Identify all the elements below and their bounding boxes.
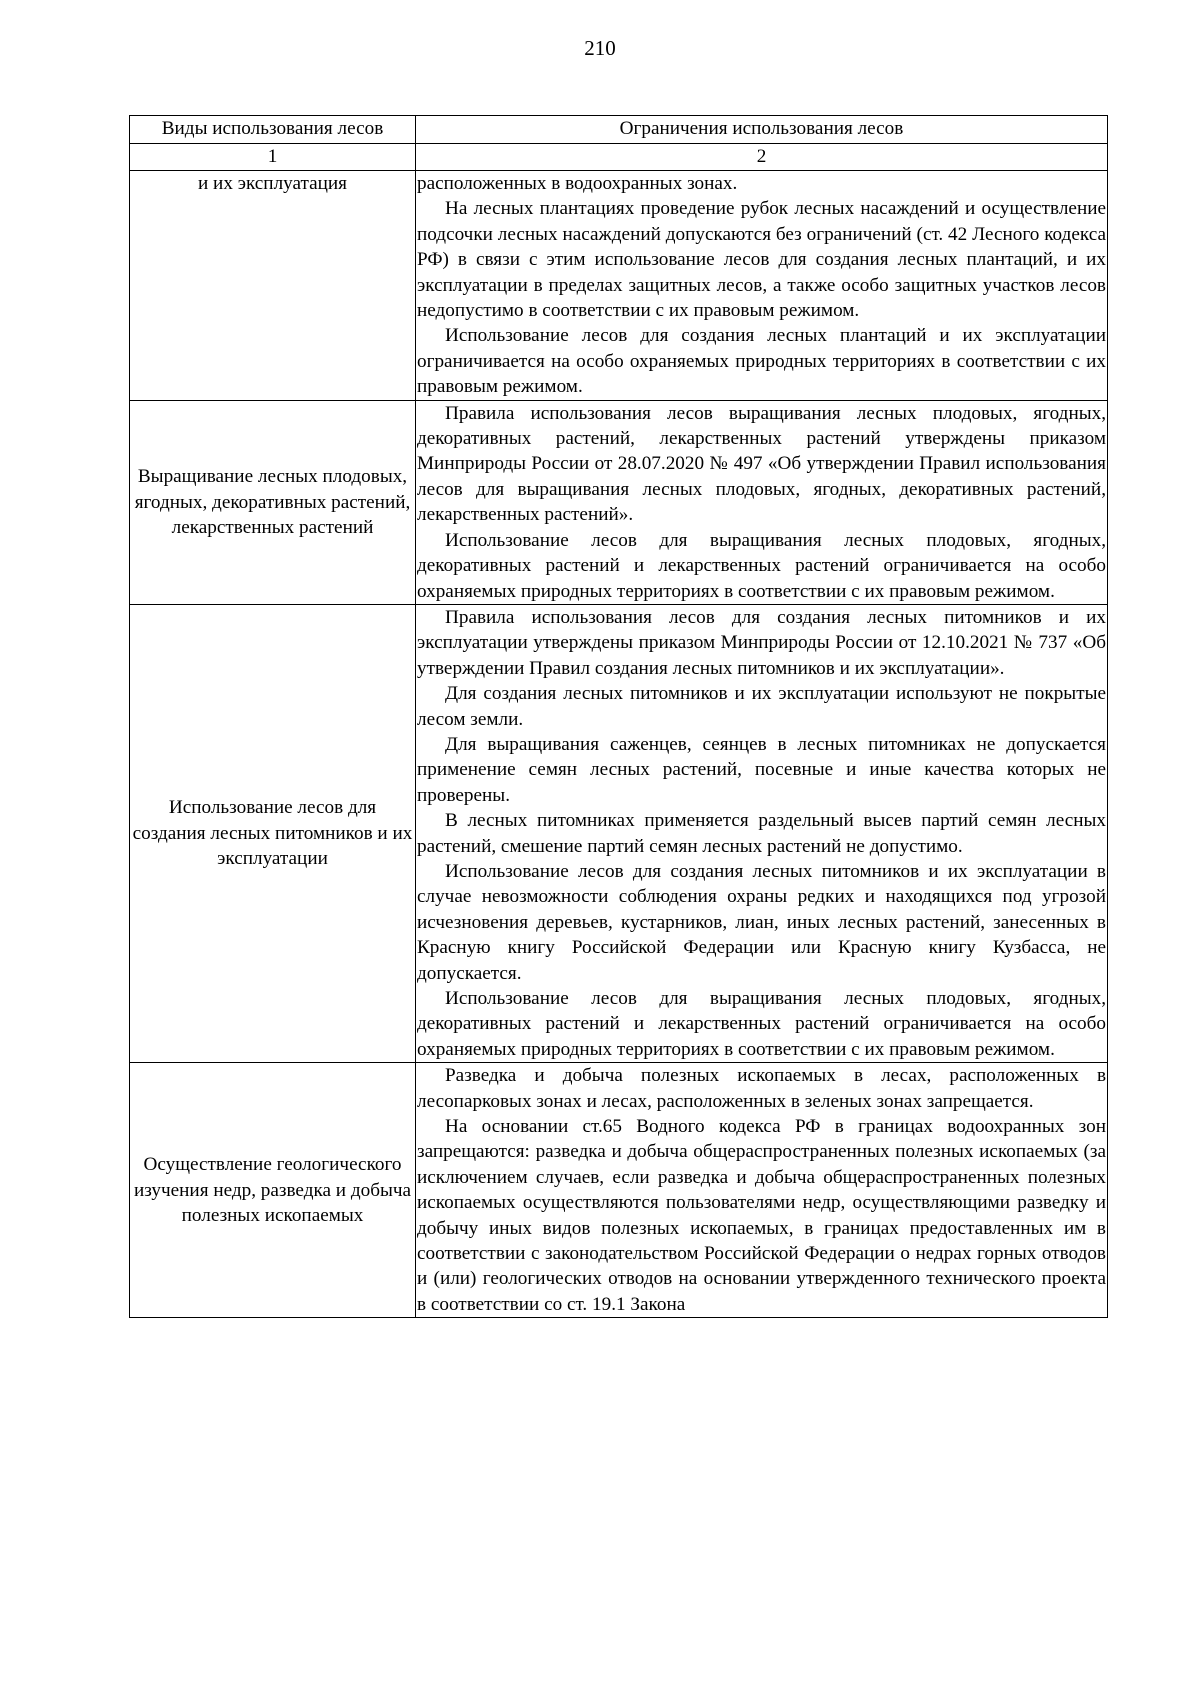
restriction-cell [416,1063,1108,1318]
restriction-paragraph: Для создания лесных питомников и их эксплуатации используют не покрытые лесом земли. [417,683,1106,730]
column-number-2: 2 [416,144,1108,171]
restriction-paragraph: На основании ст.65 Водного кодекса РФ в границах водоохранных зон запрещаются: разведка и добыча общераспространенных полезных ископаемых (за исключением случаев, если разведка и добыча общераспространенных полезных ископаемых осуществляются пользователями недр, осуществляющими разведку и добычу иных видов полезных ископаемых, в границах предоставленных им в соответствии с законодательством Российской Федерации о недрах горных отводов и (или) геологических отводов на основании утвержденного технического проекта в соответствии со ст. 19.1 Закона [417,1116,1106,1315]
page-number: 210 [584,36,616,60]
restriction-paragraph: Правила использования лесов для создания лесных питомников и их эксплуатации утверждены приказом Минприроды России от 12.10.2021 № 737 «Об утверждении Правил создания лесных питомников и их эксплуатации». [417,606,1106,679]
restriction-paragraph: Для выращивания саженцев, сеянцев в лесных питомниках не допускается применение семян лесных растений, посевные и иные качества которых не проверены. [417,733,1106,806]
restriction-cell [416,171,1108,401]
restriction-paragraph: расположенных в водоохранных зонах. [417,173,738,194]
restriction-paragraph: Использование лесов для выращивания лесных плодовых, ягодных, декоративных растений и лекарственных растений ограничивается на особо охраняемых природных территориях в соответствии с их правовым режимом. [417,988,1106,1060]
column-number-1: 1 [130,144,416,171]
header-forest-use-types: Виды использования лесов [130,116,416,144]
table-row [130,604,1108,1062]
restriction-paragraph: Разведка и добыча полезных ископаемых в лесах, расположенных в лесопарковых зонах и лесах, расположенных в зеленых зонах запрещается. [417,1065,1106,1112]
header-forest-use-restrictions: Ограничения использования лесов [416,116,1108,144]
column-number-row [130,144,1108,171]
table-row [130,1063,1108,1318]
forest-use-type: и их эксплуатация [130,171,416,401]
forest-use-type: Осуществление геологического изучения недр, разведка и добыча полезных ископаемых [130,1063,416,1318]
restriction-paragraph: Использование лесов для выращивания лесных плодовых, ягодных, декоративных растений и лекарственных растений ограничивается на особо охраняемых природных территориях в соответствии с их правовым режимом. [417,529,1106,602]
table-row [130,171,1108,401]
restriction-paragraph: Использование лесов для создания лесных питомников и их эксплуатации в случае невозможности соблюдения охраны редких и находящихся под угрозой исчезновения деревьев, кустарников, лиан, иных лесных растений, занесенных в Красную книгу Российской Федерации или Красную книгу Кузбасса, не допускается. [417,860,1106,984]
restriction-cell [416,604,1108,1062]
forest-use-restrictions-table [129,115,1108,1318]
forest-use-type: Выращивание лесных плодовых, ягодных, декоративных растений, лекарственных растений [130,400,416,604]
table-header-row [130,116,1108,144]
forest-use-type: Использование лесов для создания лесных питомников и их эксплуатации [130,604,416,1062]
restriction-paragraph: На лесных плантациях проведение рубок лесных насаждений и осуществление подсочки лесных насаждений допускаются без ограничений (ст. 42 Лесного кодекса РФ) в связи с этим использование лесов для создания лесных плантаций, и их эксплуатации в пределах защитных лесов, а также особо защитных участков лесов недопустимо в соответствии с их правовым режимом. [417,198,1106,322]
table-row [130,400,1108,604]
restriction-paragraph: Использование лесов для создания лесных плантаций и их эксплуатации ограничивается на особо охраняемых природных территориях в соответствии с их правовым режимом. [417,325,1106,398]
restriction-paragraph: Правила использования лесов выращивания лесных плодовых, ягодных, декоративных растений, лекарственных растений утверждены приказом Минприроды России от 28.07.2020 № 497 «Об утверждении Правил использования лесов для выращивания лесных плодовых, ягодных, декоративных растений, лекарственных растений». [417,402,1106,526]
restriction-cell [416,400,1108,604]
restriction-paragraph: В лесных питомниках применяется раздельный высев партий семян лесных растений, смешение партий семян лесных растений не допустимо. [417,810,1106,857]
